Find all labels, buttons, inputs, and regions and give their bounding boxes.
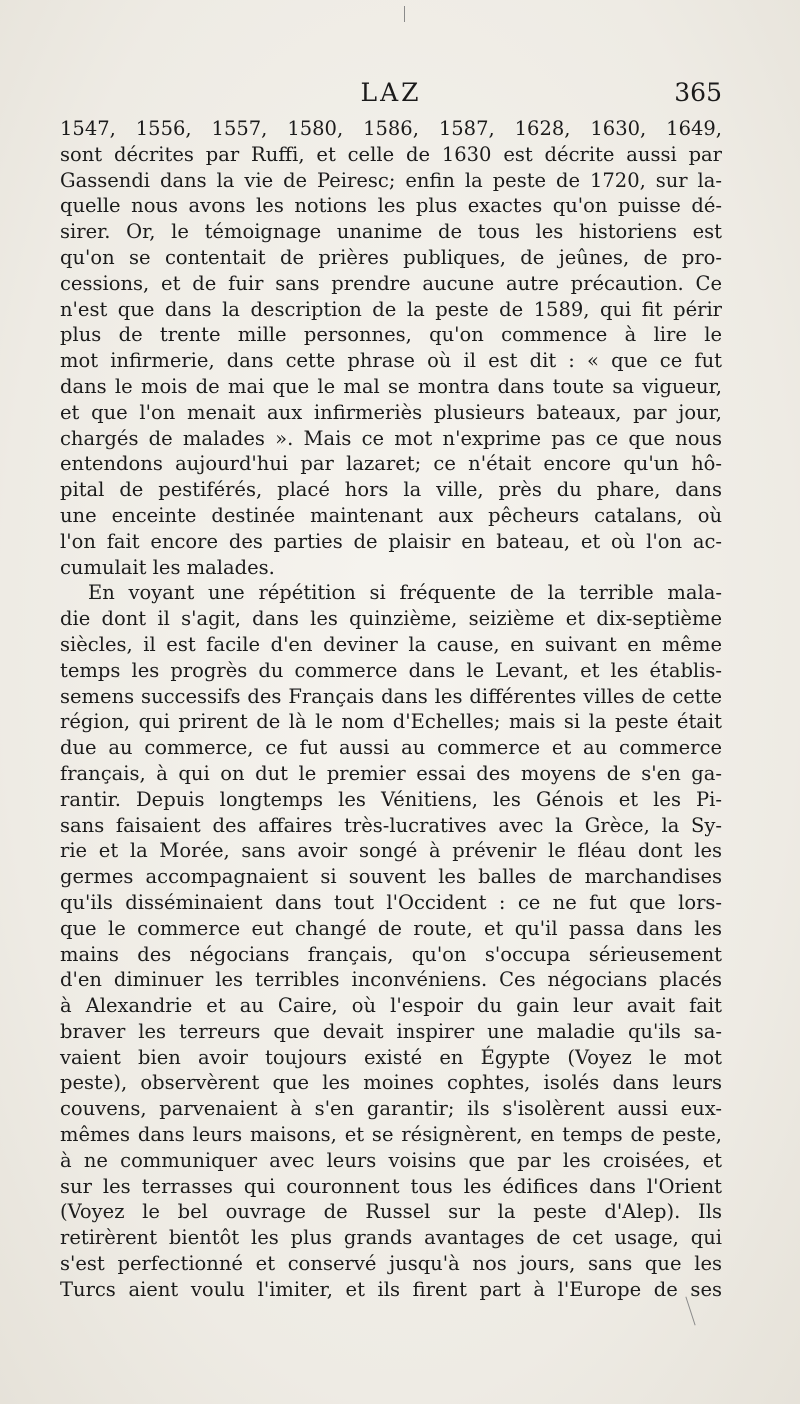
text-line: sirer. Or, le témoignage unanime de tous les historiens est: [60, 220, 722, 244]
text-line: Gassendi dans la vie de Peiresc; enfin la peste de 1720, sur la-: [60, 168, 722, 192]
text-line: die dont il s'agit, dans les quinzième, seizième et dix-septième: [60, 607, 722, 631]
text-line: entendons aujourd'hui par lazaret; ce n'était encore qu'un hô-: [60, 452, 722, 476]
text-line: une enceinte destinée maintenant aux pêcheurs catalans, où: [60, 503, 722, 527]
text-line: que le commerce eut changé de route, et qu'il passa dans les: [60, 916, 722, 940]
text-line: vaient bien avoir toujours existé en Égypte (Voyez le mot: [60, 1045, 722, 1069]
text-line: pital de pestiférés, placé hors la ville, près du phare, dans: [60, 478, 722, 502]
text-line: mot infirmerie, dans cette phrase où il est dit : « que ce fut: [60, 349, 722, 373]
text-line: quelle nous avons les notions les plus exactes qu'on puisse dé-: [60, 194, 722, 218]
text-line: siècles, il est facile d'en deviner la cause, en suivant en même: [60, 632, 722, 656]
text-line: due au commerce, ce fut aussi au commerce et au commerce: [60, 736, 722, 760]
text-line: n'est que dans la description de la peste de 1589, qui fit périr: [60, 297, 722, 321]
text-line: peste), observèrent que les moines cophtes, isolés dans leurs: [60, 1071, 722, 1095]
text-line: l'on fait encore des parties de plaisir en bateau, et où l'on ac-: [60, 529, 722, 553]
text-line: rantir. Depuis longtemps les Vénitiens, les Génois et les Pi-: [60, 787, 722, 811]
text-line: semens successifs des Français dans les différentes villes de cette: [60, 684, 722, 708]
text-line: chargés de malades ». Mais ce mot n'exprime pas ce que nous: [60, 426, 722, 450]
text-line: et que l'on menait aux infirmeriès plusieurs bateaux, par jour,: [60, 400, 722, 424]
text-line: temps les progrès du commerce dans le Levant, et les établis-: [60, 658, 722, 682]
text-line: sur les terrasses qui couronnent tous les édifices dans l'Orient: [60, 1174, 722, 1198]
page-header: [60, 78, 722, 112]
text-line: cumulait les malades.: [60, 555, 275, 579]
scan-artifact-line: [404, 6, 405, 22]
text-line: mêmes dans leurs maisons, et se résignèrent, en temps de peste,: [60, 1123, 722, 1147]
text-line: cessions, et de fuir sans prendre aucune autre précaution. Ce: [60, 271, 722, 295]
text-line: rie et la Morée, sans avoir songé à prévenir le fléau dont les: [60, 839, 722, 863]
running-head: LAZ: [360, 78, 422, 107]
text-line: d'en diminuer les terribles inconvéniens. Ces négocians placés: [60, 968, 722, 992]
text-line: qu'ils disséminaient dans tout l'Occident : ce ne fut que lors-: [60, 890, 722, 914]
text-line: sans faisaient des affaires très-lucratives avec la Grèce, la Sy-: [60, 813, 722, 837]
page-number: 365: [674, 78, 722, 107]
text-line: à ne communiquer avec leurs voisins que par les croisées, et: [60, 1148, 722, 1172]
text-line: français, à qui on dut le premier essai des moyens de s'en ga-: [60, 761, 722, 785]
text-line: mains des négocians français, qu'on s'occupa sérieusement: [60, 942, 722, 966]
text-line: couvens, parvenaient à s'en garantir; ils s'isolèrent aussi eux-: [60, 1097, 722, 1121]
text-line: braver les terreurs que devait inspirer une maladie qu'ils sa-: [60, 1019, 722, 1043]
text-line: (Voyez le bel ouvrage de Russel sur la peste d'Alep). Ils: [60, 1200, 722, 1224]
text-line: 1547, 1556, 1557, 1580, 1586, 1587, 1628, 1630, 1649,: [60, 117, 722, 140]
text-line: à Alexandrie et au Caire, où l'espoir du gain leur avait fait: [60, 994, 722, 1018]
text-line: dans le mois de mai que le mal se montra dans toute sa vigueur,: [60, 374, 722, 398]
paragraph-first-line: En voyant une répétition si fréquente de la terrible mala-: [88, 581, 722, 605]
text-line: germes accompagnaient si souvent les balles de marchandises: [60, 865, 722, 889]
text-line: plus de trente mille personnes, qu'on commence à lire le: [60, 323, 722, 347]
text-line: Turcs aient voulu l'imiter, et ils firent part à l'Europe de ses: [60, 1277, 722, 1301]
text-line: sont décrites par Ruffi, et celle de 1630 est décrite aussi par: [60, 142, 722, 166]
text-line: s'est perfectionné et conservé jusqu'à nos jours, sans que les: [60, 1252, 722, 1276]
text-line: retirèrent bientôt les plus grands avantages de cet usage, qui: [60, 1226, 722, 1250]
body-text: [60, 116, 722, 1303]
text-line: qu'on se contentait de prières publiques, de jeûnes, de pro-: [60, 245, 722, 269]
text-line: région, qui prirent de là le nom d'Echelles; mais si la peste était: [60, 710, 722, 734]
